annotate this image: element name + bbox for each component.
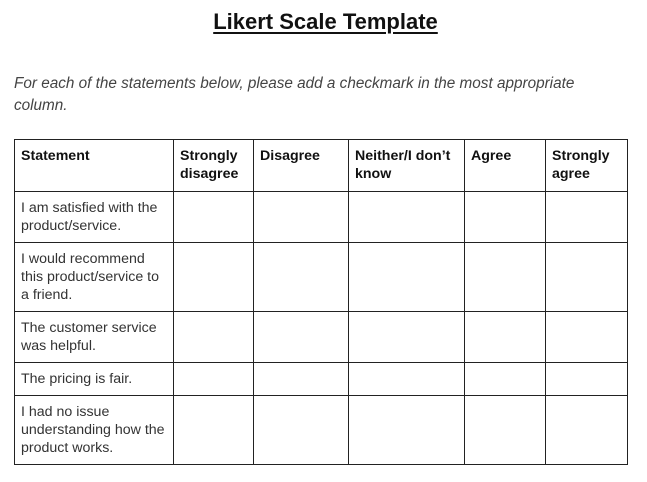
header-neither: Neither/I don’t know bbox=[349, 140, 465, 192]
response-cell-strongly-disagree[interactable] bbox=[174, 363, 254, 396]
response-cell-strongly-agree[interactable] bbox=[546, 363, 628, 396]
response-cell-agree[interactable] bbox=[465, 363, 546, 396]
header-strongly-disagree: Strongly disagree bbox=[174, 140, 254, 192]
response-cell-neither[interactable] bbox=[349, 363, 465, 396]
table-row bbox=[15, 312, 628, 363]
response-cell-strongly-disagree[interactable] bbox=[174, 312, 254, 363]
response-cell-disagree[interactable] bbox=[254, 192, 349, 243]
response-cell-disagree[interactable] bbox=[254, 243, 349, 312]
response-cell-disagree[interactable] bbox=[254, 312, 349, 363]
header-disagree: Disagree bbox=[254, 140, 349, 192]
table-row bbox=[15, 192, 628, 243]
statement-cell: I would recommend this product/service to a friend. bbox=[15, 243, 174, 312]
table-row bbox=[15, 363, 628, 396]
statement-cell: I had no issue understanding how the product works. bbox=[15, 396, 174, 465]
instructions-text: For each of the statements below, please add a checkmark in the most appropriate column. bbox=[14, 75, 575, 114]
response-cell-agree[interactable] bbox=[465, 312, 546, 363]
header-agree: Agree bbox=[465, 140, 546, 192]
header-strongly-agree: Strongly agree bbox=[546, 140, 628, 192]
response-cell-neither[interactable] bbox=[349, 396, 465, 465]
response-cell-neither[interactable] bbox=[349, 312, 465, 363]
response-cell-agree[interactable] bbox=[465, 192, 546, 243]
response-cell-strongly-agree[interactable] bbox=[546, 312, 628, 363]
statement-cell: The customer service was helpful. bbox=[15, 312, 174, 363]
likert-table bbox=[14, 139, 628, 465]
header-statement: Statement bbox=[15, 140, 174, 192]
response-cell-disagree[interactable] bbox=[254, 363, 349, 396]
statement-cell: The pricing is fair. bbox=[15, 363, 174, 396]
page-title: Likert Scale Template bbox=[213, 9, 438, 34]
response-cell-neither[interactable] bbox=[349, 192, 465, 243]
response-cell-agree[interactable] bbox=[465, 396, 546, 465]
response-cell-disagree[interactable] bbox=[254, 396, 349, 465]
response-cell-agree[interactable] bbox=[465, 243, 546, 312]
response-cell-strongly-disagree[interactable] bbox=[174, 396, 254, 465]
response-cell-strongly-agree[interactable] bbox=[546, 192, 628, 243]
response-cell-strongly-agree[interactable] bbox=[546, 243, 628, 312]
header-row bbox=[15, 140, 628, 192]
table-row bbox=[15, 243, 628, 312]
response-cell-strongly-disagree[interactable] bbox=[174, 192, 254, 243]
response-cell-strongly-disagree[interactable] bbox=[174, 243, 254, 312]
table-row bbox=[15, 396, 628, 465]
statement-cell: I am satisfied with the product/service. bbox=[15, 192, 174, 243]
response-cell-neither[interactable] bbox=[349, 243, 465, 312]
response-cell-strongly-agree[interactable] bbox=[546, 396, 628, 465]
